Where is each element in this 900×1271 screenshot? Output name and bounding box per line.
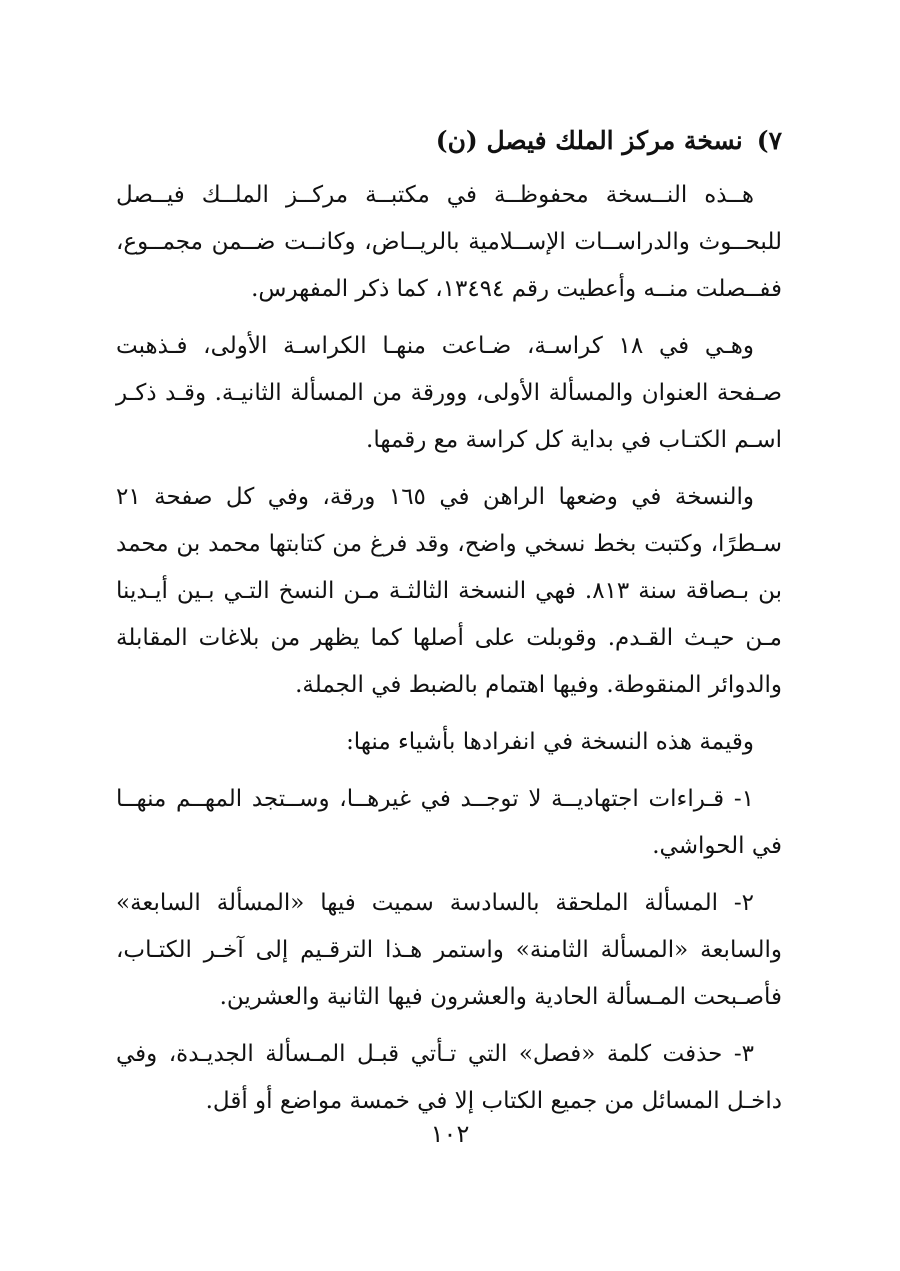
page-number: ١٠٢ (430, 1120, 470, 1148)
section-number: ٧) (756, 126, 782, 155)
paragraph-description: والنسخة في وضعها الراهن في ١٦٥ ورقة، وفي كل صفحة ٢١ سـطرًا، وكتبت بخط نسخي واضح، وقد فرغ من كتابتها محمد بن محمد بن بـصاقة سنة ٨١٣. فهي النسخة الثالثـة مـن النسخ التـي بـين أيـدينا مـن حيـث القـدم. وقوبلت على أصلها كما يظهر من بلاغات المقابلة والدوائر المنقوطة. وفيها اهتمام بالضبط في الجملة. (116, 484, 782, 698)
page-body (116, 118, 782, 1135)
section-title: نسخة مركز الملك فيصل (ن) (435, 126, 743, 155)
list-item-2: ٢- المسألة الملحقة بالسادسة سميت فيها «المسألة السابعة» والسابعة «المسألة الثامنة» واستمر هـذا الترقـيم إلى آخـر الكتـاب، فأصـبحت المـسألة الحادية والعشرون فيها الثانية والعشرين. (116, 890, 782, 1010)
paragraph-value-intro: وقيمة هذه النسخة في انفرادها بأشياء منها: (346, 729, 754, 755)
section-heading (116, 118, 782, 164)
paragraph-quires: وهـي في ١٨ كراسـة، ضـاعت منهـا الكراسـة الأولى، فـذهبت صـفحة العنوان والمسألة الأولى، وورقة من المسألة الثانيـة. وقـد ذكـر اسـم الكتـاب في بداية كل كراسة مع رقمها. (116, 333, 782, 453)
paragraph-location: هــذه النــسخة محفوظــة في مكتبــة مركــز الملــك فيــصل للبحــوث والدراســات الإســلامية بالريــاض، وكانــت ضــمن مجمــوع، ففــصلت منــه وأعطيت رقم ١٣٤٩٤، كما ذكر المفهرس. (116, 182, 782, 302)
list-item-3: ٣- حذفت كلمة «فصل» التي تـأتي قبـل المـسألة الجديـدة، وفي داخـل المسائل من جميع الكتاب إلا في خمسة مواضع أو أقل. (116, 1041, 782, 1114)
list-item-1: ١- قـراءات اجتهاديــة لا توجــد في غيرهــا، وســتجد المهــم منهــا في الحواشي. (116, 786, 782, 859)
